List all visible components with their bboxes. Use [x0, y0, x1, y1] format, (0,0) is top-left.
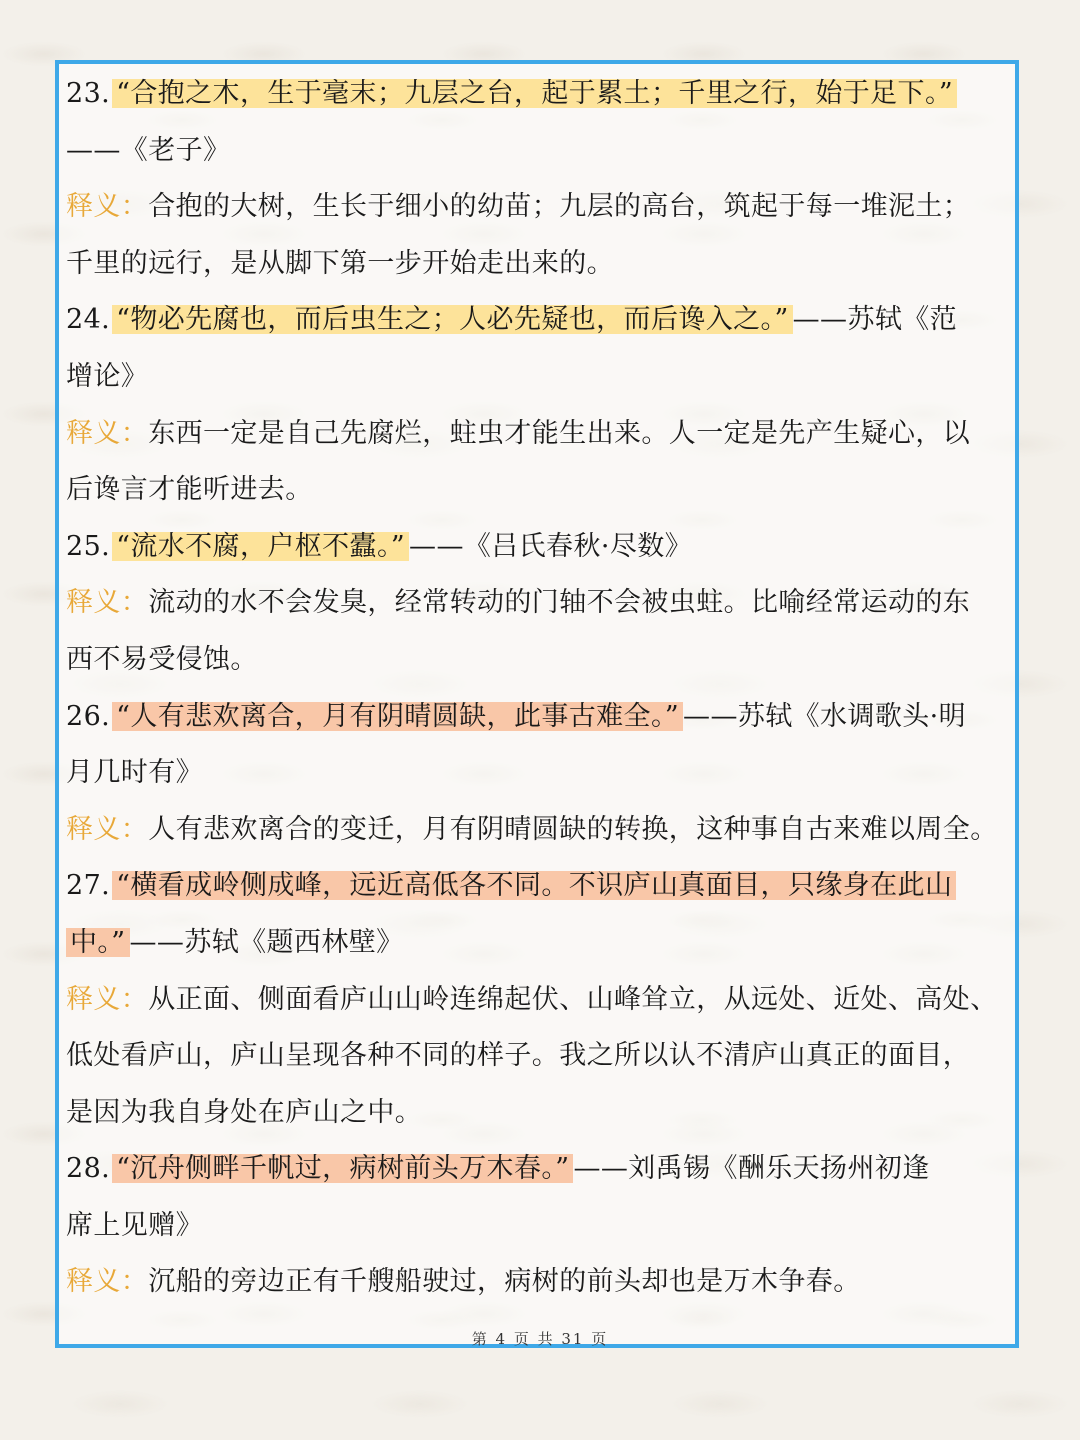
page-number-footer: 第 4 页 共 31 页: [471, 1330, 609, 1348]
entry-23-quote-line: [66, 66, 1016, 123]
quote-highlight: “人有悲欢离合，月有阴晴圆缺，此事古难全。”: [112, 699, 683, 734]
meaning-text: 沉船的旁边正有千艘船驶过，病树的前头却也是万木争春。: [148, 1266, 861, 1298]
entry-27-meaning-line: [66, 972, 1016, 1029]
quote-source: 增论》: [66, 360, 149, 392]
entry-24-meaning-line: [66, 406, 1016, 463]
meaning-text: 千里的远行，是从脚下第一步开始走出来的。: [66, 247, 614, 279]
meaning-label: 释义：: [66, 587, 149, 619]
entry-24-meaning-line-2: [66, 462, 1016, 519]
quote-source: 席上见赠》: [66, 1209, 203, 1241]
entry-24-quote-line: [66, 292, 1016, 349]
entry-27-meaning-line-2: [66, 1028, 1016, 1085]
meaning-text: 西不易受侵蚀。: [66, 643, 258, 675]
quote-highlight: 中。”: [66, 925, 130, 960]
quote-source: ——苏轼《题西林壁》: [129, 926, 404, 958]
meaning-text: 人有悲欢离合的变迁，月有阴晴圆缺的转换，这种事自古来难以周全。: [148, 813, 998, 845]
meaning-text: 合抱的大树，生长于细小的幼苗；九层的高台，筑起于每一堆泥土；: [148, 191, 971, 223]
quote-highlight: “沉舟侧畔千帆过，病树前头万木春。”: [112, 1151, 573, 1186]
entry-26-source-line: [66, 745, 1016, 802]
entry-27-meaning-line-3: [66, 1085, 1016, 1142]
meaning-text: 从正面、侧面看庐山山岭连绵起伏、山峰耸立，从远处、近处、高处、: [148, 983, 998, 1015]
meaning-label: 释义：: [66, 813, 149, 845]
entry-number: 26.: [66, 700, 111, 732]
entry-25-quote-line: [66, 519, 1016, 576]
entry-23-source-line: [66, 123, 1016, 180]
entry-28-source-line: [66, 1198, 1016, 1255]
meaning-label: 释义：: [66, 983, 149, 1015]
meaning-label: 释义：: [66, 191, 149, 223]
meaning-text: 流动的水不会发臭，经常转动的门轴不会被虫蛀。比喻经常运动的东: [148, 587, 971, 619]
quote-source: ——苏轼《水调歌头·明: [683, 700, 967, 732]
meaning-label: 释义：: [66, 417, 149, 449]
quote-source: ——《老子》: [66, 134, 231, 166]
entry-number: 27.: [66, 870, 111, 902]
quote-highlight: “流水不腐，户枢不蠹。”: [112, 529, 409, 564]
entry-number: 23.: [66, 78, 111, 109]
entry-23-meaning-line-2: [66, 236, 1016, 293]
entry-24-source-line: [66, 349, 1016, 406]
meaning-text: 是因为我自身处在庐山之中。: [66, 1096, 423, 1128]
meaning-text: 低处看庐山，庐山呈现各种不同的样子。我之所以认不清庐山真正的面目，: [66, 1040, 971, 1072]
meaning-label: 释义：: [66, 1266, 149, 1298]
document-content: [66, 66, 1016, 1311]
meaning-text: 后谗言才能听进去。: [66, 474, 313, 506]
quote-source: ——《吕氏春秋·尽数》: [409, 530, 693, 562]
quote-highlight: “横看成岭侧成峰，远近高低各不同。不识庐山真面目，只缘身在此山: [112, 868, 956, 903]
entry-25-meaning-line-2: [66, 632, 1016, 689]
entry-28-meaning-line: [66, 1254, 1016, 1311]
entry-27-source-line: [66, 915, 1016, 972]
entry-number: 24.: [66, 304, 111, 336]
entry-23-meaning-line: [66, 179, 1016, 236]
entry-26-quote-line: [66, 689, 1016, 746]
entry-26-meaning-line: [66, 802, 1016, 859]
entry-25-meaning-line: [66, 575, 1016, 632]
entry-number: 25.: [66, 530, 111, 562]
quote-highlight: “物必先腐也，而后虫生之；人必先疑也，而后谗入之。”: [112, 302, 793, 337]
entry-number: 28.: [66, 1153, 111, 1185]
entry-28-quote-line: [66, 1141, 1016, 1198]
meaning-text: 东西一定是自己先腐烂，蛀虫才能生出来。人一定是先产生疑心，以: [148, 417, 971, 449]
quote-source: 月几时有》: [66, 757, 203, 789]
quote-highlight: “合抱之木，生于毫末；九层之台，起于累土；千里之行，始于足下。”: [112, 76, 957, 111]
entry-27-quote-line: [66, 858, 1016, 915]
quote-source: ——刘禹锡《酬乐天扬州初逢: [573, 1153, 930, 1185]
quote-source: ——苏轼《范: [792, 304, 958, 336]
